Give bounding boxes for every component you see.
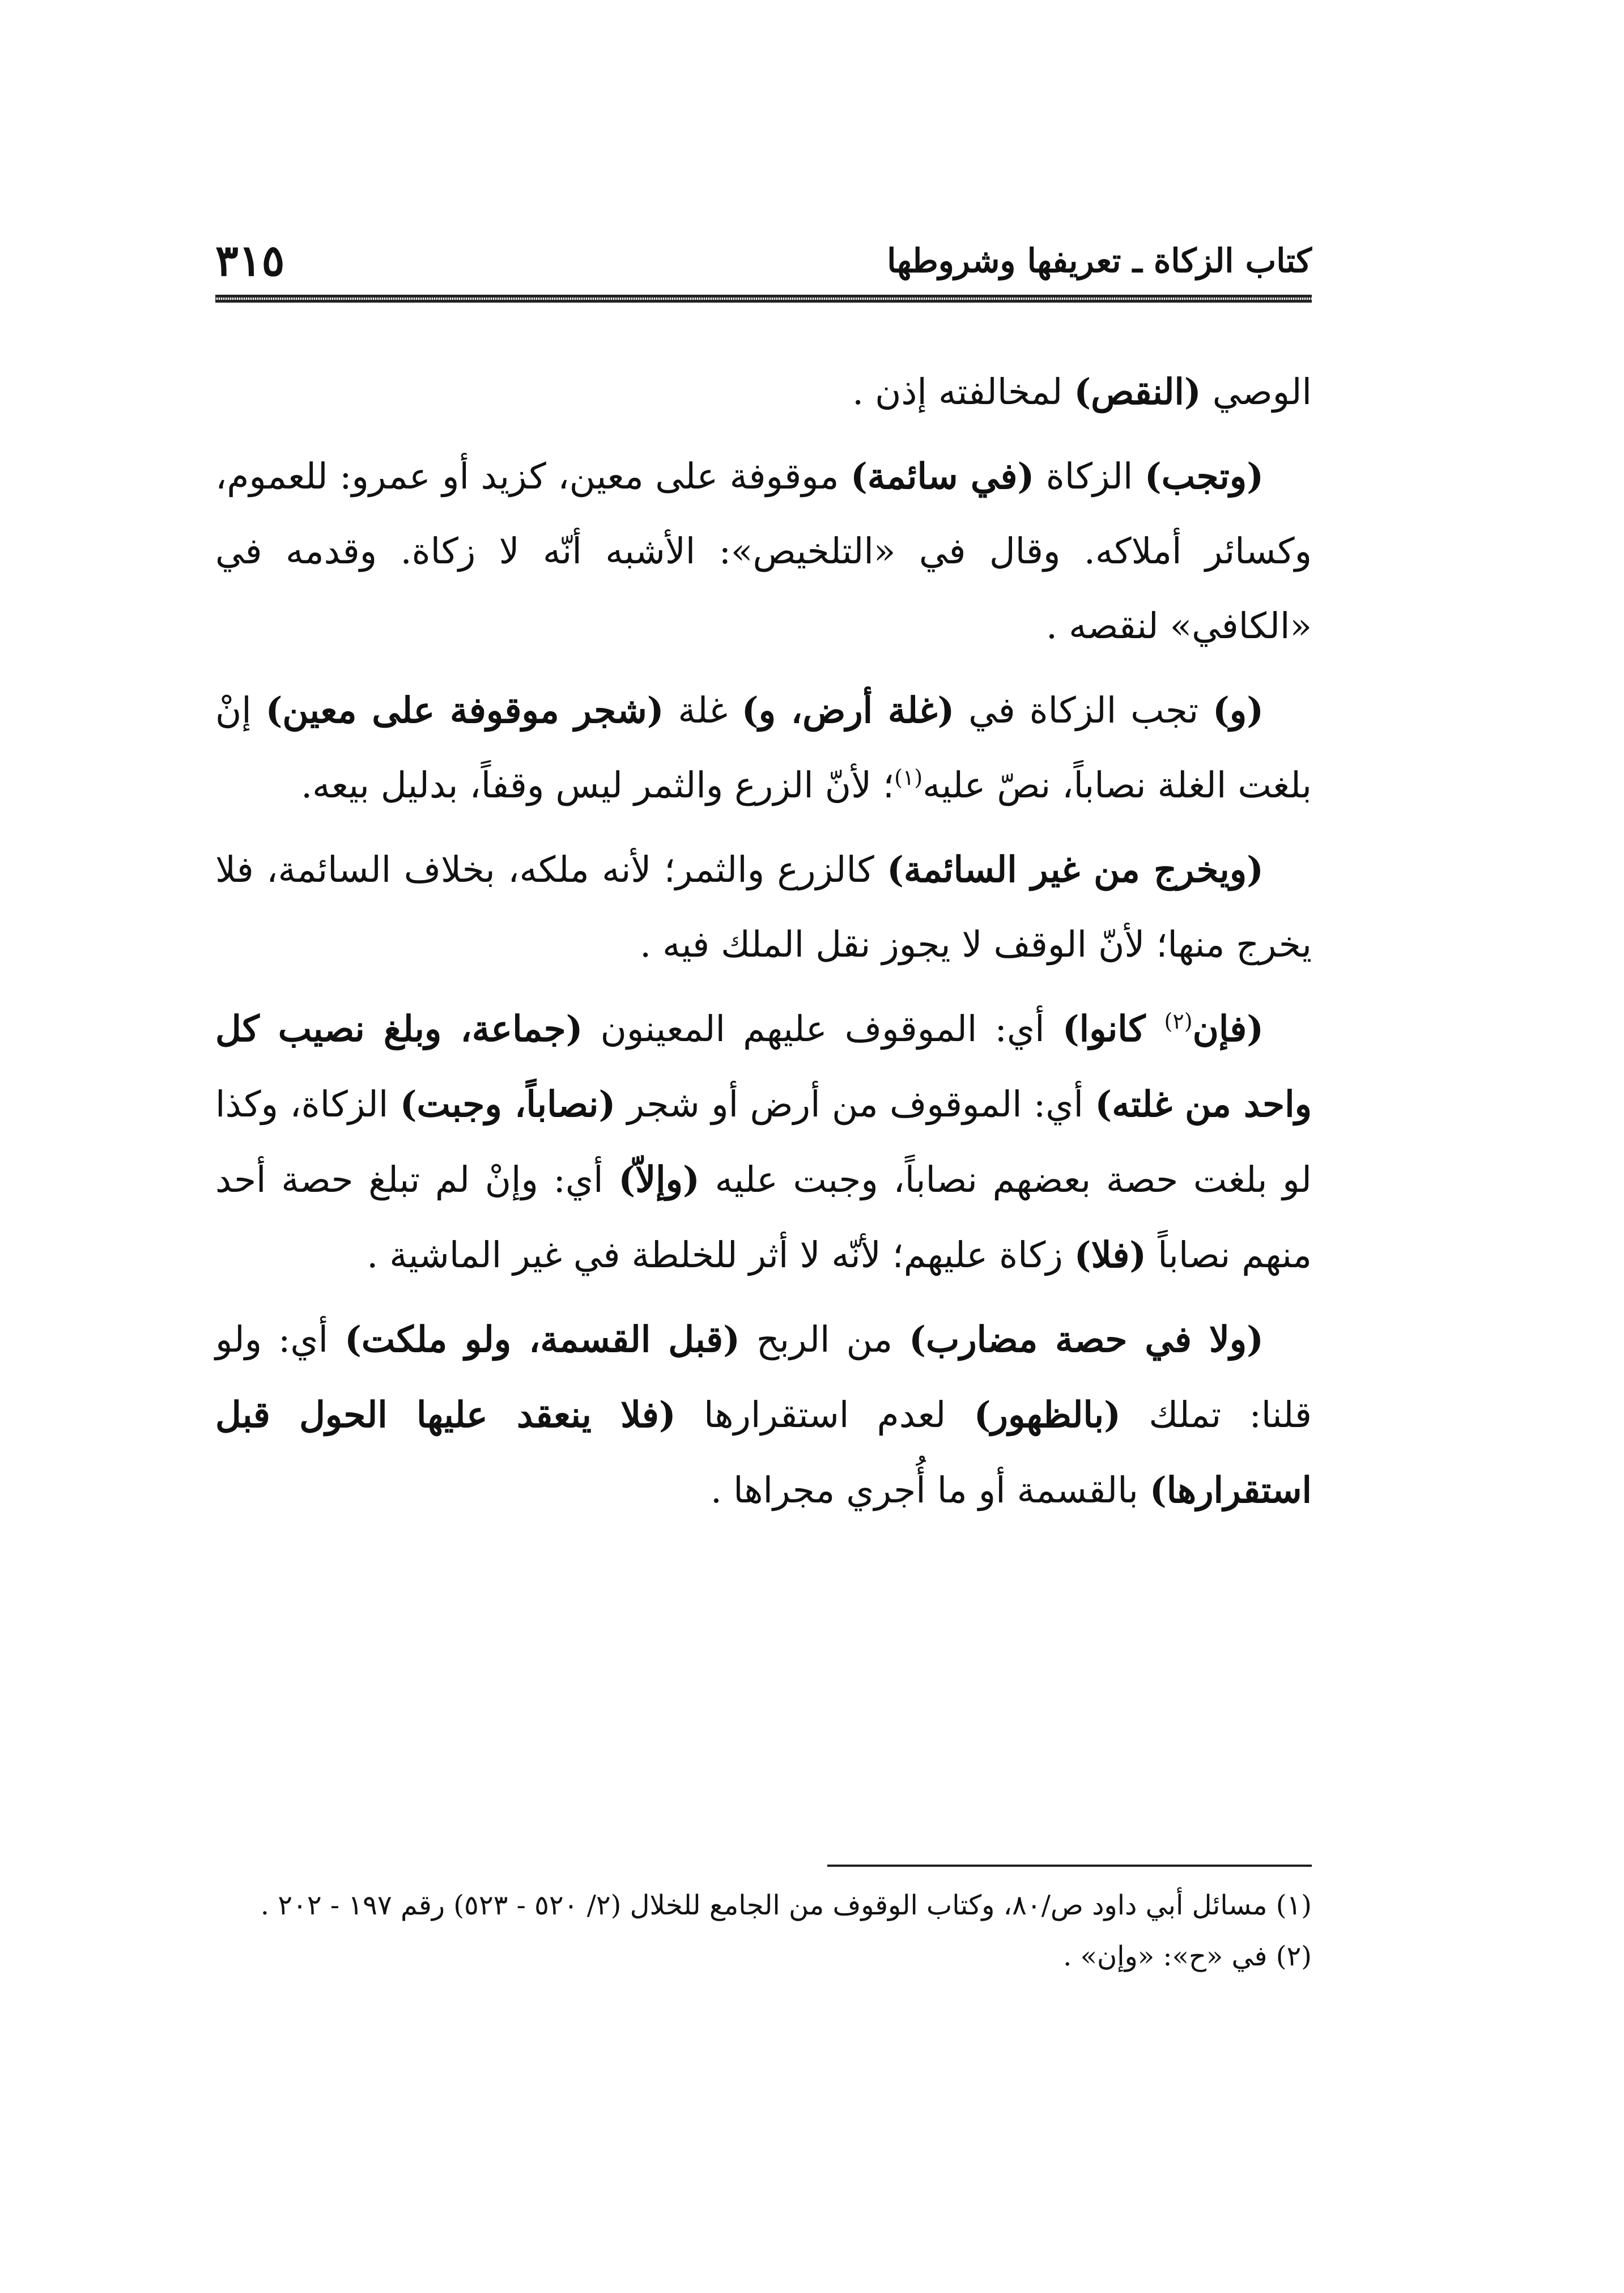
matn-text: (وتجب) [1144, 455, 1264, 497]
paragraph [215, 354, 1312, 430]
sharh-text: موقوفة على معين، كزيد أو عمرو: للعموم، وكسائر أملاكه. وقال في «التلخيص»: الأشبه أنّه لا زكاة. وقدمه في «الكافي» لنقصه . [215, 456, 1312, 647]
chapter-title: كتاب الزكاة ـ تعريفها وشروطها [887, 241, 1312, 280]
sharh-text: لعدم استقرارها [675, 1394, 974, 1436]
footnote-2: (٢) في «ح»: «وإن» . [1063, 1940, 1312, 1972]
sharh-text: زكاة عليهم؛ لأنّه لا أثر للخلطة في غير الماشية . [367, 1234, 1074, 1276]
footnote-1: (١) مسائل أبي داود ص/٨٠، وكتاب الوقوف من الجامع للخلال (٢/ ٥٢٠ - ٥٢٣) رقم ١٩٧ - ٢٠٢ . [260, 1889, 1312, 1921]
sharh-text: من الربح [739, 1319, 909, 1360]
footnote-separator [827, 1865, 1312, 1867]
matn-text: (فلا ينعقد عليها الحول قبل استقرارها) [215, 1394, 1312, 1511]
paragraph [215, 991, 1312, 1293]
sharh-text: أي: الموقوف من أرض أو شجر [615, 1084, 1095, 1125]
sharh-text: بالقسمة أو ما أُجري مجراها . [711, 1470, 1150, 1511]
matn-text: (و) [1212, 689, 1264, 731]
matn-text: (غلة أرض، و) [741, 689, 955, 731]
matn-text: (نصاباً، وجبت) [399, 1083, 616, 1125]
matn-text: (في سائمة) [850, 455, 1035, 497]
page-number: ٣١٥ [215, 235, 285, 286]
sharh-text: أي: الموقوف عليهم المعينون [583, 1008, 1062, 1050]
paragraph [215, 832, 1312, 982]
body-text [215, 354, 1312, 1537]
paragraph [215, 673, 1312, 823]
matn-text: (فلا) [1074, 1234, 1147, 1276]
paragraph [215, 439, 1312, 664]
sharh-text: تجب الزكاة في [954, 690, 1213, 731]
sharh-text: أي: وإنْ لم تبلغ حصة أحد منهم نصاباً [215, 1159, 1312, 1276]
sharh-text: الوصي [1201, 371, 1312, 413]
matn-text: (ويخرج من غير السائمة) [887, 848, 1264, 890]
matn-text: كانوا) [1062, 1008, 1164, 1050]
sharh-text: الزكاة [1034, 456, 1145, 497]
matn-text: (وإلاّ) [618, 1158, 700, 1200]
sharh-text: غلة [664, 690, 742, 731]
sharh-text: أي: ولو قلنا: تملك [215, 1319, 1312, 1436]
paragraph [215, 1302, 1312, 1528]
footnote-ref: (٢) [1164, 1009, 1193, 1034]
sharh-text: إنْ بلغت الغلة نصاباً، نصّ عليه [215, 690, 1312, 806]
matn-text: (النقص) [1074, 371, 1201, 413]
footnote-ref: (١) [894, 765, 923, 790]
matn-text: (قبل القسمة، ولو ملكت) [345, 1318, 740, 1360]
matn-text: (شجر موقوفة على معين) [265, 689, 664, 731]
sharh-text: كالزرع والثمر؛ لأنه ملكه، بخلاف السائمة، فلا يخرج منها؛ لأنّ الوقف لا يجوز نقل الملك فيه . [215, 849, 1312, 965]
matn-text: (جماعة، وبلغ نصيب كل واحد من غلته) [215, 1008, 1312, 1125]
running-header [215, 230, 1312, 292]
matn-text: (ولا في حصة مضارب) [909, 1318, 1264, 1360]
matn-text: (بالظهور) [973, 1394, 1121, 1436]
header-rule [215, 295, 1312, 303]
sharh-text: ؛ لأنّ الزرع والثمر ليس وقفاً، بدليل بيعه. [301, 765, 895, 806]
sharh-text: لمخالفته إذن . [852, 371, 1074, 413]
matn-text: (فإن [1192, 1008, 1264, 1050]
footnotes [215, 1882, 1312, 1984]
sharh-text: الزكاة، وكذا لو بلغت حصة بعضهم نصاباً، وجبت عليه [215, 1084, 1312, 1200]
